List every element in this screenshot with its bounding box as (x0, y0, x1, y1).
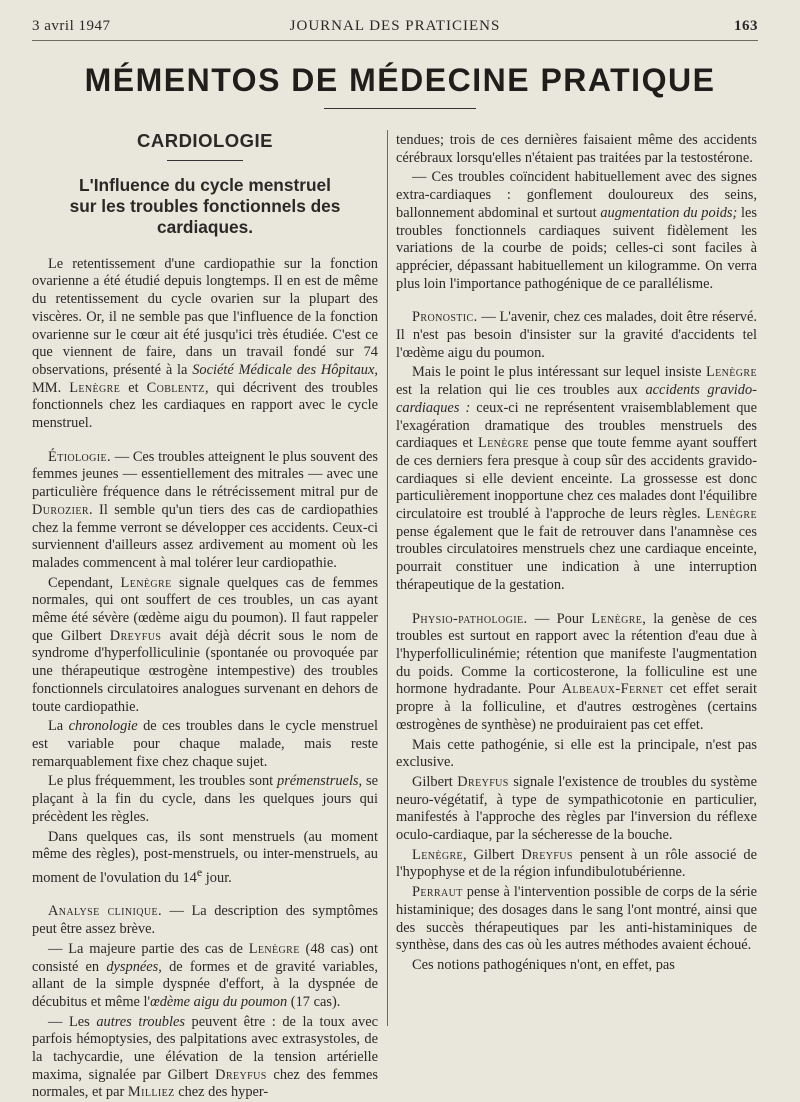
paragraph-autres-troubles: — Les autres troubles peuvent être : de la toux avec parfois hémoptysies, des palpitations avec extrasystoles, de la tachycardie, une élévation de la tension artérielle maxima, signalée par Gilbert Dreyfus chez des femmes normales, et par Milliez chez des hyper- (32, 1013, 378, 1101)
paragraph-pronostic: Pronostic. — L'avenir, chez ces malades, doit être réservé. Il n'est pas besoin d'insister sur la gravité d'accidents tel l'œdème aigu du poumon. (396, 309, 757, 361)
paragraph-dyspnees: — La majeure partie des cas de Lenègre (48 cas) ont consisté en dyspnées, de formes et de gravité variables, allant de la simple dyspnée d'effort, à la dyspnée de décubitus et même l'œdème aigu du poumon (17 cas). (32, 940, 379, 1010)
paragraph-analyse-clinique: Analyse clinique. — La description des symptômes peut être assez brève. (32, 903, 378, 938)
paragraph-hypophyse: Lenègre, Gilbert Dreyfus pensent à un rôle associé de l'hypophyse et de la région infundibulotubérienne. (396, 846, 757, 881)
left-column (32, 128, 378, 1102)
paragraph-chronologie: La chronologie de ces troubles dans le cycle menstruel est variable pour chaque malade, mais reste remarquablement fixe chez chaque sujet. (32, 718, 379, 770)
article-title (32, 175, 378, 238)
paragraph-continuation: tendues; trois de ces dernières faisaient même des accidents cérébraux lorsqu'elles n'étaient pas traitées par la testostérone. (396, 132, 757, 166)
article-title-line1: L'Influence du cycle menstruel (79, 174, 331, 195)
title-rule (324, 108, 476, 109)
header-date: 3 avril 1947 (32, 18, 111, 34)
page-number: 163 (734, 18, 758, 34)
paragraph-gravido-cardiaques: Mais le point le plus intéressant sur lequel insiste Lenègre est la relation qui lie ces troubles aux accidents gravido-cardiaques : ceux-ci ne représentent vraisemblablement que l'exagération dramatique des troubles menstruels des cardiaques et Lenègre pense que toute femme ayant souffert de ces derniers fera presque à coup sûr des accidents gravido-cardiaques si elle devient enceinte. La grossesse est donc particulièrement inopportune chez ces malades dont l'équilibre circulatoire est troublé à l'approche de leurs règles. Lenègre pense également que le fait de retrouver dans l'anamnèse ces troubles circulatoires menstruels chez une cardiaque enceinte, pourrait constituer une indication à une interruption thérapeutique de la gestation. (396, 364, 758, 593)
paragraph-premenstruels: Le plus fréquemment, les troubles sont prémenstruels, se plaçant à la fin du cycle, dans les quelques jours qui précèdent les règles. (32, 773, 378, 825)
article-title-line2: sur les troubles fonctionnels des cardiaques. (69, 195, 341, 237)
heading-physio-pathologie: Physio-pathologie. (412, 610, 528, 627)
paragraph-histaminique: Perraut pense à l'intervention possible de corps de la série histaminique; des dosages dans le sang l'ont montré, ainsi que des succès thérapeutiques par les anti-histaminiques de synthèse, dans des cas où les autres méthodes avaient échoué. (396, 884, 757, 954)
running-header (32, 14, 758, 41)
heading-etiologie: Étiologie. (48, 448, 112, 465)
paragraph-physio-pathologie: Physio-pathologie. — Pour Lenègre, la genèse de ces troubles est surtout en rapport avec la rétention d'eau due à l'hyperfolliculinémie; rétention que manifeste l'augmentation du poids. Comme la corticosterone, la folliculine est une hormone hydradante. Pour Albeaux-Fernet cet effet serait propre à la folliculine, et d'autres œstrogènes (certains œstrogènes de synthèse) ne produiraient pas cet effet. (396, 610, 757, 733)
paragraph-intro: Le retentissement d'une cardiopathie sur la fonction ovarienne a été étudié depuis longtemps. Il en est de même du retentissement du cycle ovarien sur la plupart des viscères. Or, il ne semble pas que l'influence de la fonction ovarienne sur le cœur ait été jusqu'ici très étudiée. C'est ce que viennent de faire, dans un travail fondé sur 74 observations, présenté à la Société Médicale des Hôpitaux, MM. Lenègre et Coblentz, qui décrivent des troubles fonctionnels chez les cardiaques en rapport avec le cycle menstruel. (32, 255, 378, 432)
paragraph-menstruels: Dans quelques cas, ils sont menstruels (au moment même des règles), post-menstruels, ou inter-menstruels, au moment de l'ovulation du 14e jour. (32, 828, 378, 886)
header-journal-name: JOURNAL DES PRATICIENS (289, 18, 501, 34)
section-rule (167, 160, 243, 161)
paragraph-pathogenie: Mais cette pathogénie, si elle est la principale, n'est pas exclusive. (396, 736, 757, 771)
column-divider (387, 130, 388, 1026)
paragraph-cependant: Cependant, Lenègre signale quelques cas de femmes normales, qui ont souffert de ces troubles, un cas ayant même été sévère (œdème aigu du poumon). Il faut rappeler que Gilbert Dreyfus avait déjà décrit sous le nom de syndrome d'hyperfolliculinie (spontanée ou provoquée par une thérapeutique œstrogène intempestive) des troubles fonctionnels circulatoires analogues survenant en dehors de toute cardiopathie. (32, 574, 378, 715)
paragraph-signes-extra-cardiaques: — Ces troubles coïncident habituellement avec des signes extra-cardiaques : gonflement douloureux des seins, ballonnement abdominal et surtout augmentation du poids; les troubles fonctionnels cardiaques suivent fidèlement les variations de la courbe de poids; celles-ci sont faciles à apprécier, dépassant habituellement un kilogramme. On verra plus loin l'importance pathogénique de ce parallélisme. (396, 169, 757, 292)
right-column (396, 132, 757, 975)
paragraph-notions-pathogeniques: Ces notions pathogéniques n'ont, en effet, pas (412, 956, 675, 973)
paragraph-etiologie: Étiologie. — Ces troubles atteignent le plus souvent des femmes jeunes — essentiellement des mitrales — avec une particulière fréquence dans le rétrécissement mitral pur de Durozier. Il semble qu'un tiers des cas de cardiopathies chez la femme verront se développer ces accidents. Ceux-ci surviennent d'ailleurs assez ardivement au moment où les malades commencent à mal tolérer leur cardiopathie. (32, 448, 378, 571)
section-title: CARDIOLOGIE (136, 130, 274, 151)
page-title: MÉMENTOS DE MÉDECINE PRATIQUE (84, 62, 716, 98)
paragraph-neuro-vegetatif: Gilbert Dreyfus signale l'existence de troubles du système neuro-végétatif, à type de sympathicotonie en particulier, manifestés à l'approche des règles par l'inversion du réflexe oculo-cardiaque, par la sécheresse de la bouche. (396, 773, 757, 844)
heading-analyse-clinique: Analyse clinique. (48, 903, 162, 920)
heading-pronostic: Pronostic. (412, 309, 478, 326)
